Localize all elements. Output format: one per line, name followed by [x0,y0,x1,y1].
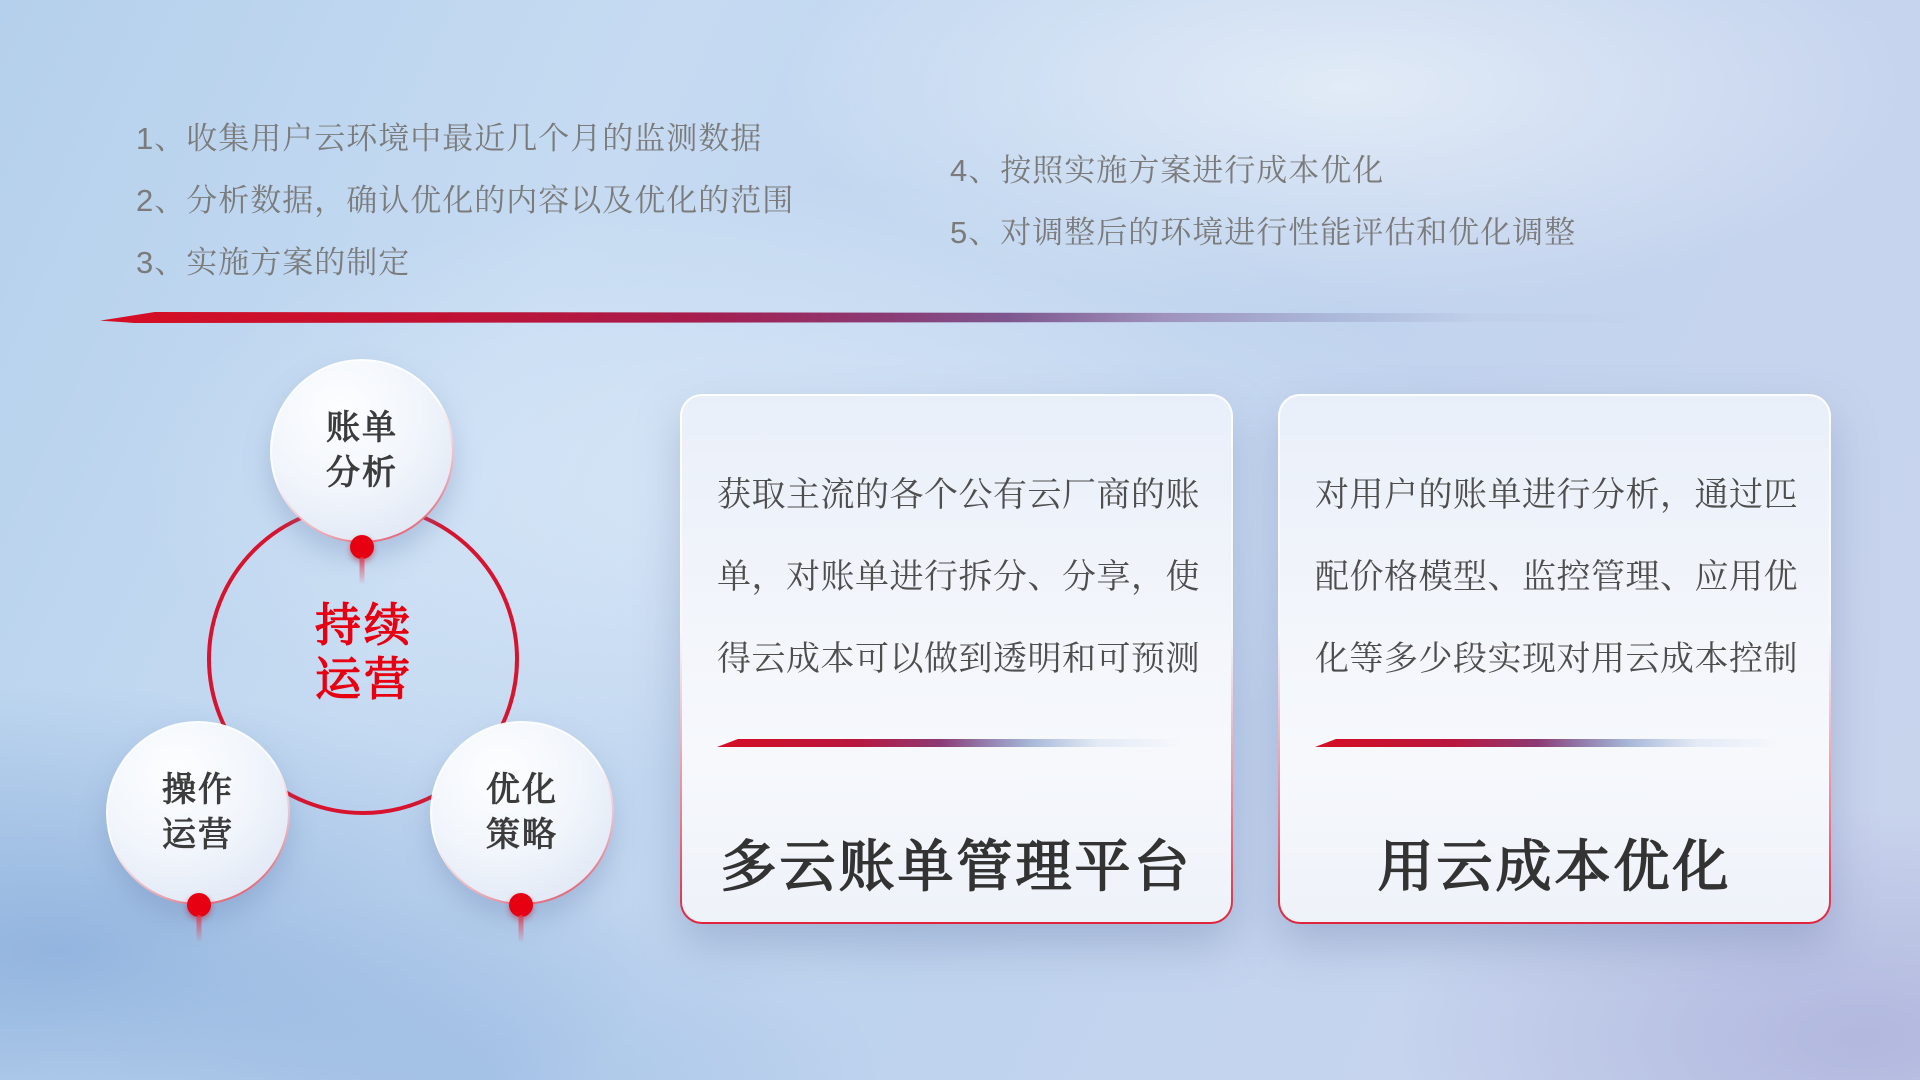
connector-dot-top [350,535,374,559]
node-label-line: 优化 [486,771,558,809]
card-body-line: 对用户的账单进行分析，通过匹 [1315,476,1798,514]
node-label-line: 分析 [326,454,398,492]
card-body-line: 单，对账单进行拆分、分享，使 [717,558,1200,596]
card-title: 用云成本优化 [1377,835,1732,898]
center-label-line-2: 运营 [315,653,413,705]
card-body-line: 获取主流的各个公有云厂商的账 [717,476,1200,514]
card-body-text [717,472,1200,718]
connector-dot-left [187,893,211,917]
connector-dot-tail [519,915,524,943]
card-divider-line [1315,739,1780,747]
connector-dot-tail [197,915,202,943]
step-item-2: 2、分析数据，确认优化的内容以及优化的范围 [136,183,795,218]
card-multicloud-billing-platform [680,394,1233,924]
step-item-3: 3、实施方案的制定 [136,245,411,280]
card-body-line: 化等多少段实现对用云成本控制 [1315,640,1798,678]
card-body-text [1315,472,1798,718]
center-label-line-1: 持续 [315,599,413,651]
card-divider-line [717,739,1182,747]
process-steps-right [950,152,1576,276]
process-steps-left [136,120,794,306]
node-label-line: 运营 [162,816,234,854]
node-label-line: 策略 [486,816,558,854]
diagram-center-label [234,598,494,706]
card-body-line: 得云成本可以做到透明和可预测 [717,640,1200,678]
section-divider-line [100,312,1665,323]
step-item-5: 5、对调整后的环境进行性能评估和优化调整 [950,215,1577,250]
step-item-1: 1、收集用户云环境中最近几个月的监测数据 [136,121,763,156]
diagram-node-bill-analysis [270,359,454,543]
diagram-node-optimization-strategy [430,721,614,905]
connector-dot-right [509,893,533,917]
card-body-line: 配价格模型、监控管理、应用优 [1315,558,1798,596]
card-title: 多云账单管理平台 [720,835,1193,898]
node-label-line: 操作 [162,771,234,809]
step-item-4: 4、按照实施方案进行成本优化 [950,153,1385,188]
node-label-line: 账单 [326,409,398,447]
card-cloud-cost-optimization [1278,394,1831,924]
diagram-node-operation-ops [106,721,290,905]
connector-dot-tail [360,557,365,585]
